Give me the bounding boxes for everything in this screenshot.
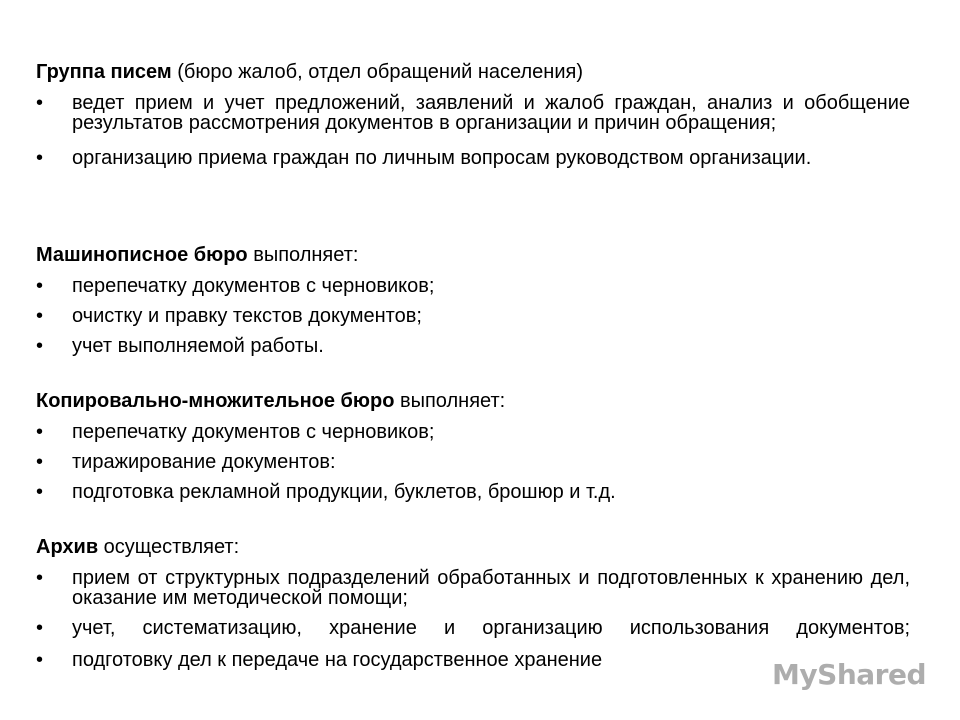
bullet-icon: •: [36, 451, 44, 473]
bullet-icon: •: [36, 335, 44, 357]
bullet-icon: •: [36, 147, 44, 169]
list-item: [36, 618, 910, 638]
list-item-text: учет, систематизацию, хранение и организацию использования документов;: [72, 617, 910, 639]
list-item-text: перепечатку документов с черновиков;: [72, 421, 435, 443]
section-heading-rest: осуществляет:: [98, 536, 240, 558]
list-item: [36, 336, 910, 356]
bullet-icon: •: [36, 481, 44, 503]
list-item-text: тиражирование документов:: [72, 451, 336, 473]
list-item: [36, 452, 910, 472]
list-item: [36, 482, 910, 502]
section-typing-bureau: [36, 244, 910, 356]
section-heading: [36, 244, 910, 266]
section-list: [36, 276, 910, 356]
section-archive: [36, 536, 910, 670]
bullet-icon: •: [36, 567, 44, 589]
section-list: [36, 93, 910, 168]
section-heading-bold: Копировально-множительное бюро: [36, 390, 395, 412]
list-item-text: учет выполняемой работы.: [72, 335, 324, 357]
section-heading: [36, 61, 910, 83]
bullet-icon: •: [36, 305, 44, 327]
bullet-icon: •: [36, 421, 44, 443]
section-heading-bold: Архив: [36, 536, 99, 558]
list-item-text: подготовку дел к передаче на государственное хранение: [72, 649, 603, 671]
list-item: [36, 422, 910, 442]
bullet-icon: •: [36, 92, 44, 114]
list-item-text: организацию приема граждан по личным вопросам руководством организации.: [72, 147, 812, 169]
section-heading: [36, 536, 910, 558]
section-heading-rest: выполняет:: [247, 244, 359, 266]
section-heading-bold: Группа писем: [36, 61, 172, 83]
bullet-icon: •: [36, 617, 44, 639]
list-item-text: прием от структурных подразделений обработанных и подготовленных к хранению дел, оказание им методической помощи;: [72, 567, 910, 609]
watermark-logo: [766, 654, 926, 694]
list-item: [36, 306, 910, 326]
section-list: [36, 422, 910, 502]
section-heading-rest: (бюро жалоб, отдел обращений населения): [171, 61, 584, 83]
list-item-text: очистку и правку текстов документов;: [72, 305, 422, 327]
bullet-icon: •: [36, 275, 44, 297]
list-item: [36, 568, 910, 608]
watermark-text: MyShared: [772, 657, 926, 691]
list-item-text: ведет прием и учет предложений, заявлений и жалоб граждан, анализ и обобщение результатов рассмотрения документов в организации и причин обращения;: [72, 92, 910, 134]
section-letters-group: [36, 61, 910, 168]
section-heading: [36, 390, 910, 412]
section-heading-rest: выполняет:: [394, 390, 506, 412]
list-item: [36, 93, 910, 133]
list-item-text: перепечатку документов с черновиков;: [72, 275, 435, 297]
list-item: [36, 276, 910, 296]
list-item: [36, 148, 910, 168]
list-item-text: подготовка рекламной продукции, буклетов, брошюр и т.д.: [72, 481, 616, 503]
section-heading-bold: Машинописное бюро: [36, 244, 248, 266]
section-copy-bureau: [36, 390, 910, 502]
bullet-icon: •: [36, 649, 44, 671]
